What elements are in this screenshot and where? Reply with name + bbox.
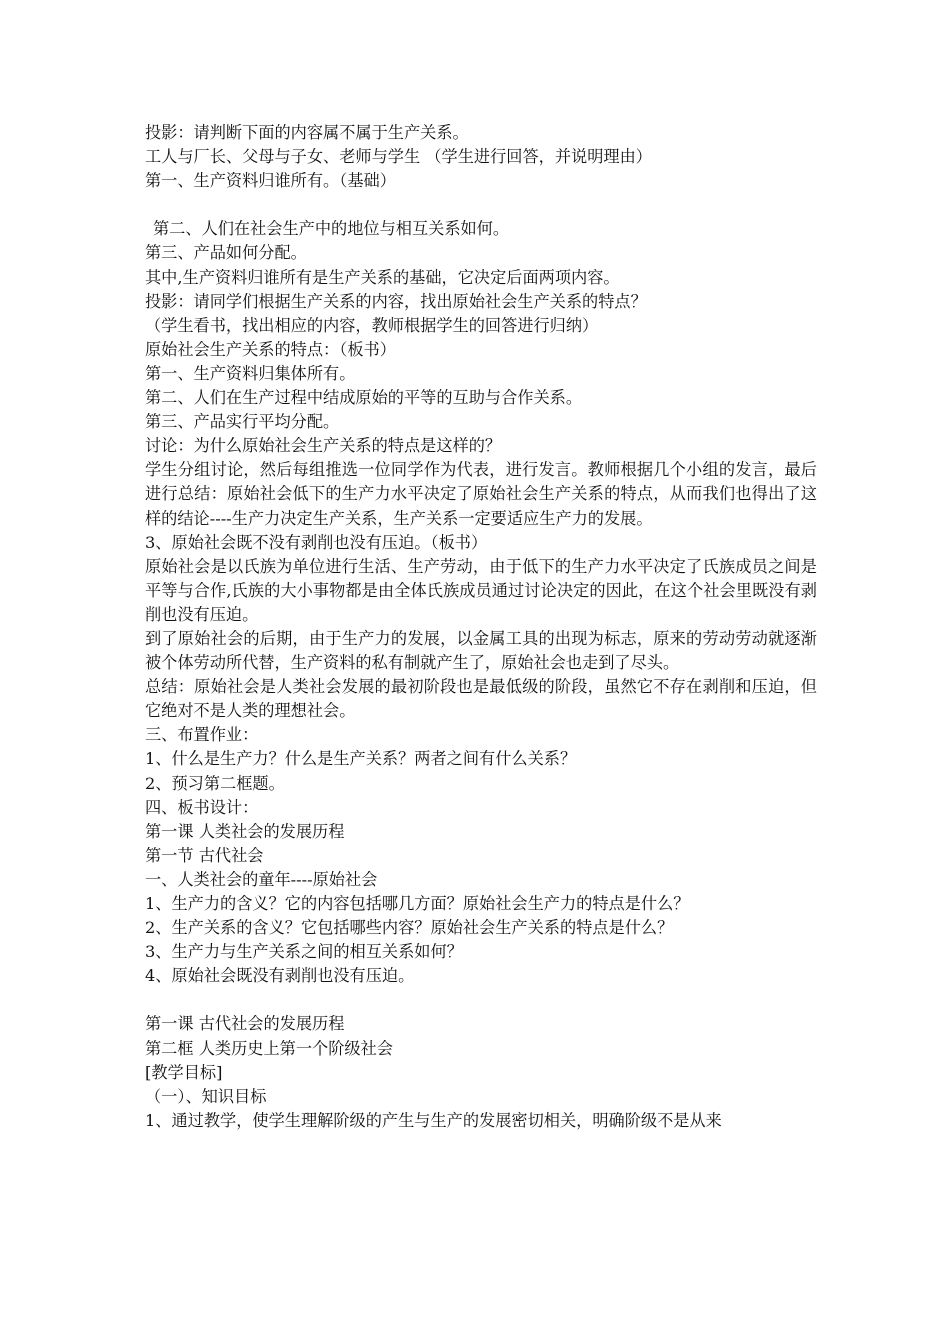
paragraph: 四、板书设计： — [145, 797, 259, 817]
paragraph: （学生看书，找出相应的内容，教师根据学生的回答进行归纳） — [145, 315, 599, 335]
paragraph: 投影：请判断下面的内容属不属于生产关系。 — [145, 123, 469, 142]
paragraph: 1、生产力的含义？它的内容包括哪几方面？原始社会生产力的特点是什么？ — [145, 894, 690, 913]
paragraph: 原始社会是以氏族为单位进行生活、生产劳动，由于低下的生产力水平决定了氏族成员之间是平等与合作,氏族的大小事物都是由全体氏族成员通过讨论决定的因此，在这个社会里既没有剥削也没有压迫。 — [145, 556, 817, 624]
paragraph: 3、生产力与生产关系之间的相互关系如何？ — [145, 942, 463, 962]
paragraph: 第二、人们在生产过程中结成原始的平等的互助与合作关系。 — [145, 388, 583, 408]
paragraph: 第一节 古代社会 — [145, 845, 264, 865]
paragraph: 第二、人们在社会生产中的地位与相互关系如何。 — [153, 219, 510, 239]
paragraph: 第一、生产资料归集体所有。 — [145, 363, 356, 383]
paragraph: 总结：原始社会是人类社会发展的最初阶段也是最低级的阶段，虽然它不存在剥削和压迫，但它绝对不是人类的理想社会。 — [145, 677, 817, 721]
paragraph: 第一、生产资料归谁所有。（基础） — [145, 171, 396, 191]
paragraph: 2、预习第二框题。 — [145, 773, 285, 793]
paragraph: 第三、产品实行平均分配。 — [145, 412, 340, 432]
document-page — [145, 121, 817, 1133]
paragraph: 第一课 人类社会的发展历程 — [145, 821, 345, 841]
paragraph: 3、原始社会既不没有剥削也没有压迫。（板书） — [145, 532, 488, 552]
blank-line — [145, 193, 817, 217]
paragraph: 2、生产关系的含义？它包括哪些内容？原始社会生产关系的特点是什么？ — [145, 918, 674, 938]
paragraph: 1、通过教学，使学生理解阶级的产生与生产的发展密切相关，明确阶级不是从来 — [145, 1110, 722, 1130]
paragraph: 第三、产品如何分配。 — [145, 243, 307, 263]
paragraph: 4、原始社会既没有剥削也没有压迫。 — [145, 966, 415, 986]
paragraph: 三、布置作业： — [145, 725, 259, 745]
paragraph: 学生分组讨论，然后每组推选一位同学作为代表，进行发言。教师根据几个小组的发言，最后进行总结：原始社会低下的生产力水平决定了原始社会生产关系的特点，从而我们也得出了这样的结论----生产力决定生产关系，生产关系一定要适应生产力的发展。 — [145, 460, 817, 528]
paragraph: 到了原始社会的后期，由于生产力的发展，以金属工具的出现为标志，原来的劳动劳动就逐渐被个体劳动所代替，生产资料的私有制就产生了，原始社会也走到了尽头。 — [145, 628, 817, 673]
paragraph: 投影：请同学们根据生产关系的内容，找出原始社会生产关系的特点？ — [145, 291, 647, 311]
paragraph: 工人与厂长、父母与子女、老师与学生 （学生进行回答，并说明理由） — [145, 147, 652, 167]
paragraph: （一）、知识目标 — [145, 1086, 267, 1106]
paragraph: 其中,生产资料归谁所有是生产关系的基础，它决定后面两项内容。 — [145, 267, 620, 287]
paragraph: [教学目标] — [145, 1062, 223, 1082]
paragraph: 讨论：为什么原始社会生产关系的特点是这样的？ — [145, 436, 502, 456]
paragraph: 一、人类社会的童年----原始社会 — [145, 869, 378, 889]
paragraph: 1、什么是生产力？什么是生产关系？两者之间有什么关系？ — [145, 749, 577, 769]
paragraph: 第二框 人类历史上第一个阶级社会 — [145, 1038, 393, 1058]
paragraph: 第一课 古代社会的发展历程 — [145, 1014, 345, 1034]
blank-line — [145, 988, 817, 1012]
paragraph: 原始社会生产关系的特点：（板书） — [145, 339, 396, 359]
